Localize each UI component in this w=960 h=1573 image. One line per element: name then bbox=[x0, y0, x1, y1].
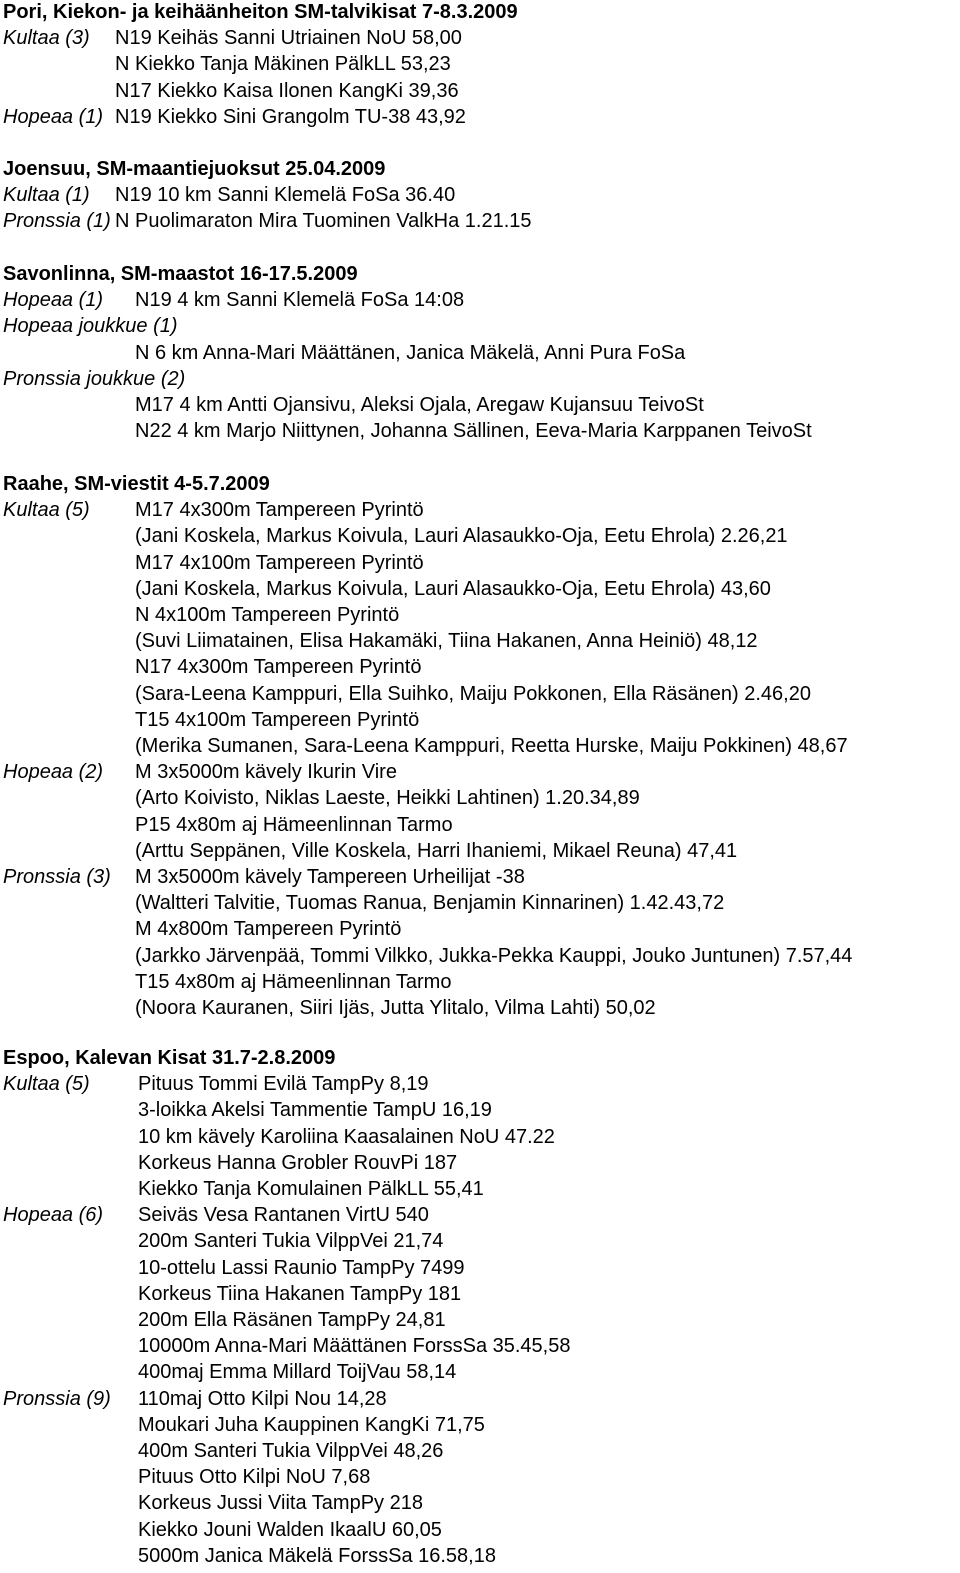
medal-label: Hopeaa (2) bbox=[3, 761, 104, 784]
result-line: M17 4 km Antti Ojansivu, Aleksi Ojala, Aregaw Kujansuu TeivoSt bbox=[135, 394, 704, 416]
section-heading: Pori, Kiekon- ja keihäänheiton SM-talvikisat 7-8.3.2009 bbox=[3, 1, 518, 23]
result-line: N Puolimaraton Mira Tuominen ValkHa 1.21.15 bbox=[115, 210, 532, 233]
medal-label: Hopeaa (6) bbox=[3, 1204, 104, 1227]
medal-label: Hopeaa joukkue (1) bbox=[3, 315, 178, 338]
result-line: P15 4x80m aj Hämeenlinnan Tarmo bbox=[135, 813, 453, 836]
section-heading: Raahe, SM-viestit 4-5.7.2009 bbox=[3, 473, 270, 495]
result-line: T15 4x100m Tampereen Pyrintö bbox=[135, 708, 420, 731]
result-line: N19 4 km Sanni Klemelä FoSa 14:08 bbox=[135, 289, 465, 312]
result-line: (Merika Sumanen, Sara-Leena Kamppuri, Reetta Hurske, Maiju Pokkinen) 48,67 bbox=[135, 735, 848, 757]
section-heading: Joensuu, SM-maantiejuoksut 25.04.2009 bbox=[3, 158, 386, 180]
result-line: T15 4x80m aj Hämeenlinnan Tarmo bbox=[135, 970, 452, 993]
result-line: (Jarkko Järvenpää, Tommi Vilkko, Jukka-Pekka Kauppi, Jouko Juntunen) 7.57,44 bbox=[135, 944, 853, 967]
medal-label: Kultaa (1) bbox=[3, 184, 90, 207]
result-line: Seiväs Vesa Rantanen VirtU 540 bbox=[138, 1204, 429, 1227]
result-line: (Arto Koivisto, Niklas Laeste, Heikki Lahtinen) 1.20.34,89 bbox=[135, 787, 640, 810]
medal-label: Kultaa (3) bbox=[3, 27, 90, 50]
result-line: (Arttu Seppänen, Ville Koskela, Harri Ihaniemi, Mikael Reuna) 47,41 bbox=[135, 839, 738, 862]
result-line: 400maj Emma Millard ToijVau 58,14 bbox=[138, 1361, 457, 1384]
result-line: (Sara-Leena Kamppuri, Ella Suihko, Maiju Pokkonen, Ella Räsänen) 2.46,20 bbox=[135, 682, 811, 705]
result-line: N 6 km Anna-Mari Määttänen, Janica Mäkelä, Anni Pura FoSa bbox=[135, 341, 686, 364]
result-line: (Waltteri Talvitie, Tuomas Ranua, Benjamin Kinnarinen) 1.42.43,72 bbox=[135, 892, 725, 915]
medal-label: Pronssia joukkue (2) bbox=[3, 367, 186, 390]
result-line: Korkeus Jussi Viita TampPy 218 bbox=[138, 1492, 423, 1515]
result-line: 200m Ella Räsänen TampPy 24,81 bbox=[138, 1309, 446, 1331]
section-heading: Savonlinna, SM-maastot 16-17.5.2009 bbox=[3, 263, 358, 285]
result-line: Kiekko Tanja Komulainen PälkLL 55,41 bbox=[138, 1178, 484, 1200]
result-line: Korkeus Tiina Hakanen TampPy 181 bbox=[138, 1282, 462, 1305]
result-line: M 3x5000m kävely Tampereen Urheilijat -38 bbox=[135, 866, 525, 888]
result-line: N19 Keihäs Sanni Utriainen NoU 58,00 bbox=[115, 27, 462, 50]
result-line: Pituus Otto Kilpi NoU 7,68 bbox=[138, 1466, 371, 1489]
result-line: N17 4x300m Tampereen Pyrintö bbox=[135, 656, 422, 679]
medal-label: Kultaa (5) bbox=[3, 1073, 90, 1096]
result-line: (Jani Koskela, Markus Koivula, Lauri Alasaukko-Oja, Eetu Ehrola) 2.26,21 bbox=[135, 525, 788, 548]
section-heading: Espoo, Kalevan Kisat 31.7-2.8.2009 bbox=[3, 1047, 336, 1069]
result-line: M 3x5000m kävely Ikurin Vire bbox=[135, 761, 397, 784]
result-line: Moukari Juha Kauppinen KangKi 71,75 bbox=[138, 1413, 485, 1436]
result-line: M17 4x300m Tampereen Pyrintö bbox=[135, 499, 424, 522]
result-line: N17 Kiekko Kaisa Ilonen KangKi 39,36 bbox=[115, 79, 459, 102]
result-line: (Suvi Liimatainen, Elisa Hakamäki, Tiina Hakanen, Anna Heiniö) 48,12 bbox=[135, 630, 758, 653]
medal-label: Pronssia (3) bbox=[3, 866, 111, 888]
result-line: N Kiekko Tanja Mäkinen PälkLL 53,23 bbox=[115, 53, 451, 76]
result-line: N22 4 km Marjo Niittynen, Johanna Sällinen, Eeva-Maria Karppanen TeivoSt bbox=[135, 420, 812, 443]
result-line: (Noora Kauranen, Siiri Ijäs, Jutta Ylitalo, Vilma Lahti) 50,02 bbox=[135, 997, 656, 1019]
medal-label: Hopeaa (1) bbox=[3, 289, 104, 312]
result-line: 3-loikka Akelsi Tammentie TampU 16,19 bbox=[138, 1099, 492, 1122]
result-line: Kiekko Jouni Walden IkaalU 60,05 bbox=[138, 1518, 442, 1541]
medal-label: Pronssia (1) bbox=[3, 210, 111, 233]
result-line: N19 10 km Sanni Klemelä FoSa 36.40 bbox=[115, 184, 456, 207]
result-line: 10000m Anna-Mari Määttänen ForssSa 35.45,58 bbox=[138, 1335, 571, 1358]
result-line: N19 Kiekko Sini Grangolm TU-38 43,92 bbox=[115, 105, 466, 128]
medal-label: Pronssia (9) bbox=[3, 1387, 111, 1410]
result-line: M 4x800m Tampereen Pyrintö bbox=[135, 918, 402, 941]
result-line: N 4x100m Tampereen Pyrintö bbox=[135, 604, 400, 626]
result-line: 10 km kävely Karoliina Kaasalainen NoU 47.22 bbox=[138, 1125, 555, 1148]
result-line: 5000m Janica Mäkelä ForssSa 16.58,18 bbox=[138, 1544, 496, 1567]
result-line: 400m Santeri Tukia VilppVei 48,26 bbox=[138, 1440, 444, 1462]
result-line: (Jani Koskela, Markus Koivula, Lauri Alasaukko-Oja, Eetu Ehrola) 43,60 bbox=[135, 577, 771, 600]
medal-label: Kultaa (5) bbox=[3, 499, 90, 522]
result-line: 110maj Otto Kilpi Nou 14,28 bbox=[138, 1387, 387, 1410]
result-line: Korkeus Hanna Grobler RouvPi 187 bbox=[138, 1151, 458, 1174]
result-line: Pituus Tommi Evilä TampPy 8,19 bbox=[138, 1073, 429, 1096]
result-line: 200m Santeri Tukia VilppVei 21,74 bbox=[138, 1230, 444, 1253]
result-line: 10-ottelu Lassi Raunio TampPy 7499 bbox=[138, 1256, 465, 1279]
result-line: M17 4x100m Tampereen Pyrintö bbox=[135, 551, 424, 574]
medal-label: Hopeaa (1) bbox=[3, 105, 104, 128]
